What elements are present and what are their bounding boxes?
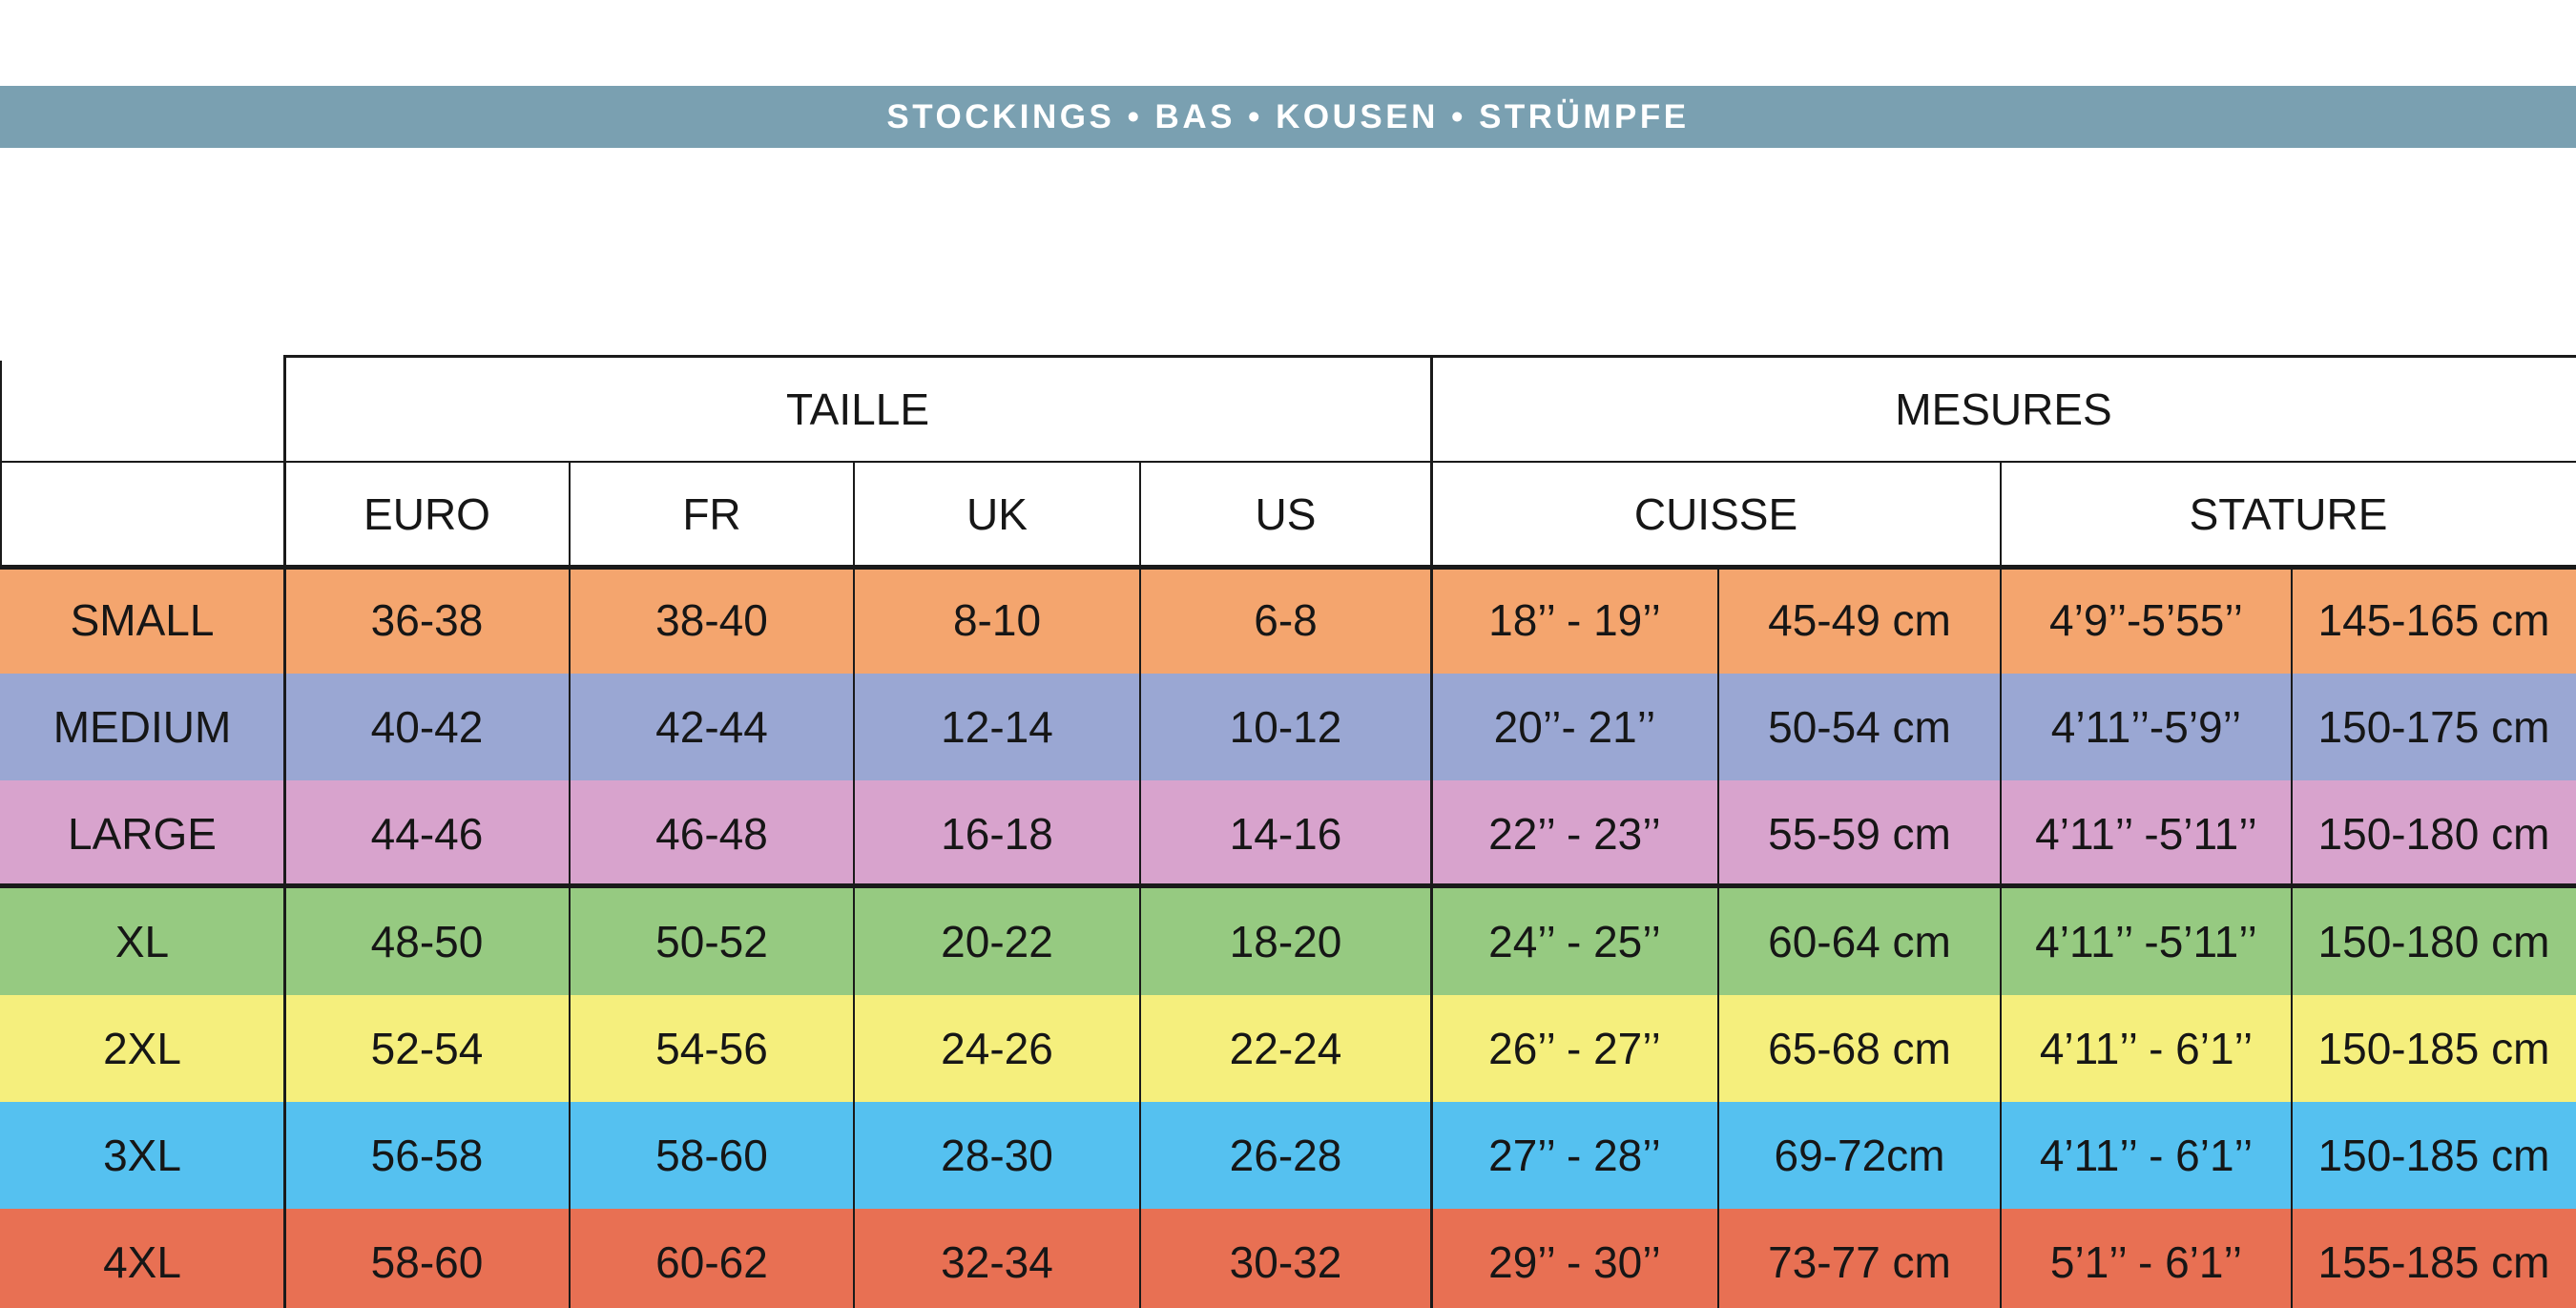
- cell-2xl-cuisse-in: 26’’ - 27’’: [1488, 1024, 1661, 1073]
- cell-medium-cuisse-cm: 50-54 cm: [1768, 702, 1951, 752]
- cell-xl-stature-ft: 4’11’’ -5’11’’: [2035, 916, 2257, 966]
- group-header-mesures: MESURES: [1895, 384, 2112, 434]
- cell-large-stature-ft: 4’11’’ -5’11’’: [2035, 809, 2257, 859]
- row-label-2xl: 2XL: [103, 1024, 181, 1073]
- cell-large-fr: 46-48: [655, 809, 768, 859]
- row-label-small: SMALL: [70, 595, 215, 645]
- cell-medium-euro: 40-42: [370, 702, 484, 752]
- cell-2xl-euro: 52-54: [370, 1024, 484, 1073]
- row-label-large: LARGE: [68, 809, 217, 859]
- table-vline-7: [2291, 565, 2293, 1308]
- cell-4xl-uk: 32-34: [941, 1237, 1053, 1287]
- cell-3xl-fr: 58-60: [655, 1131, 768, 1180]
- cell-small-cuisse-in: 18’’ - 19’’: [1488, 595, 1661, 645]
- cell-2xl-stature-cm: 150-185 cm: [2317, 1024, 2550, 1073]
- header-banner: [0, 86, 2576, 148]
- cell-xl-euro: 48-50: [370, 916, 484, 966]
- col-header-euro: EURO: [364, 489, 490, 539]
- cell-medium-stature-ft: 4’11’’-5’9’’: [2050, 702, 2242, 752]
- col-header-uk: UK: [966, 489, 1028, 539]
- table-vline-4: [1430, 355, 1433, 1308]
- cell-large-cuisse-in: 22’’ - 23’’: [1488, 809, 1661, 859]
- table-left-edge-line: [0, 361, 2, 567]
- cell-3xl-us: 26-28: [1229, 1131, 1342, 1180]
- col-header-stature: STATURE: [2189, 489, 2388, 539]
- cell-4xl-cuisse-in: 29’’ - 30’’: [1488, 1237, 1661, 1287]
- cell-xl-cuisse-cm: 60-64 cm: [1768, 916, 1951, 966]
- cell-3xl-cuisse-cm: 69-72cm: [1774, 1131, 1945, 1180]
- table-vline-2: [853, 461, 855, 1308]
- cell-3xl-stature-ft: 4’11’’ - 6’1’’: [2039, 1131, 2254, 1180]
- row-label-medium: MEDIUM: [52, 702, 232, 752]
- table-vline-1: [569, 461, 571, 1308]
- cell-xl-cuisse-in: 24’’ - 25’’: [1488, 916, 1661, 966]
- cell-2xl-stature-ft: 4’11’’ - 6’1’’: [2039, 1024, 2254, 1073]
- cell-xl-uk: 20-22: [941, 916, 1053, 966]
- cell-medium-us: 10-12: [1229, 702, 1342, 752]
- cell-large-euro: 44-46: [370, 809, 484, 859]
- cell-4xl-fr: 60-62: [655, 1237, 768, 1287]
- row-label-4xl: 4XL: [103, 1237, 181, 1287]
- cell-2xl-cuisse-cm: 65-68 cm: [1768, 1024, 1951, 1073]
- cell-4xl-cuisse-cm: 73-77 cm: [1768, 1237, 1951, 1287]
- cell-2xl-uk: 24-26: [941, 1024, 1053, 1073]
- cell-4xl-stature-ft: 5’1’’ - 6’1’’: [2049, 1237, 2243, 1287]
- group-header-taille: TAILLE: [786, 384, 929, 434]
- cell-small-us: 6-8: [1254, 595, 1318, 645]
- cell-xl-stature-cm: 150-180 cm: [2317, 916, 2550, 966]
- banner-title: STOCKINGS • BAS • KOUSEN • STRÜMPFE: [886, 97, 1690, 135]
- cell-xl-us: 18-20: [1229, 916, 1342, 966]
- cell-4xl-stature-cm: 155-185 cm: [2317, 1237, 2550, 1287]
- table-vline-3: [1139, 461, 1141, 1308]
- table-hline-1: [0, 461, 2576, 463]
- cell-large-uk: 16-18: [941, 809, 1053, 859]
- cell-3xl-stature-cm: 150-185 cm: [2317, 1131, 2550, 1180]
- cell-large-us: 14-16: [1229, 809, 1342, 859]
- col-header-cuisse: CUISSE: [1633, 489, 1798, 539]
- cell-2xl-fr: 54-56: [655, 1024, 768, 1073]
- cell-3xl-uk: 28-30: [941, 1131, 1053, 1180]
- cell-small-fr: 38-40: [655, 595, 768, 645]
- cell-2xl-us: 22-24: [1229, 1024, 1342, 1073]
- cell-medium-cuisse-in: 20’’- 21’’: [1493, 702, 1656, 752]
- cell-3xl-cuisse-in: 27’’ - 28’’: [1488, 1131, 1661, 1180]
- table-vline-0: [283, 355, 286, 1308]
- cell-xl-fr: 50-52: [655, 916, 768, 966]
- table-vline-5: [1717, 565, 1719, 1308]
- col-header-fr: FR: [682, 489, 741, 539]
- cell-small-cuisse-cm: 45-49 cm: [1768, 595, 1951, 645]
- table-hline-2: [0, 565, 2576, 570]
- table-hline-3: [0, 883, 2576, 888]
- table-vline-6: [2000, 461, 2002, 1308]
- row-label-xl: XL: [114, 916, 170, 966]
- cell-4xl-us: 30-32: [1229, 1237, 1342, 1287]
- cell-medium-uk: 12-14: [941, 702, 1053, 752]
- cell-medium-stature-cm: 150-175 cm: [2317, 702, 2550, 752]
- col-header-us: US: [1255, 489, 1317, 539]
- cell-small-stature-ft: 4’9’’-5’55’’: [2049, 595, 2243, 645]
- cell-small-uk: 8-10: [952, 595, 1042, 645]
- cell-small-stature-cm: 145-165 cm: [2317, 595, 2550, 645]
- cell-large-cuisse-cm: 55-59 cm: [1768, 809, 1951, 859]
- row-label-3xl: 3XL: [103, 1131, 181, 1180]
- cell-4xl-euro: 58-60: [370, 1237, 484, 1287]
- cell-large-stature-cm: 150-180 cm: [2317, 809, 2550, 859]
- cell-3xl-euro: 56-58: [370, 1131, 484, 1180]
- cell-small-euro: 36-38: [370, 595, 484, 645]
- cell-medium-fr: 42-44: [655, 702, 768, 752]
